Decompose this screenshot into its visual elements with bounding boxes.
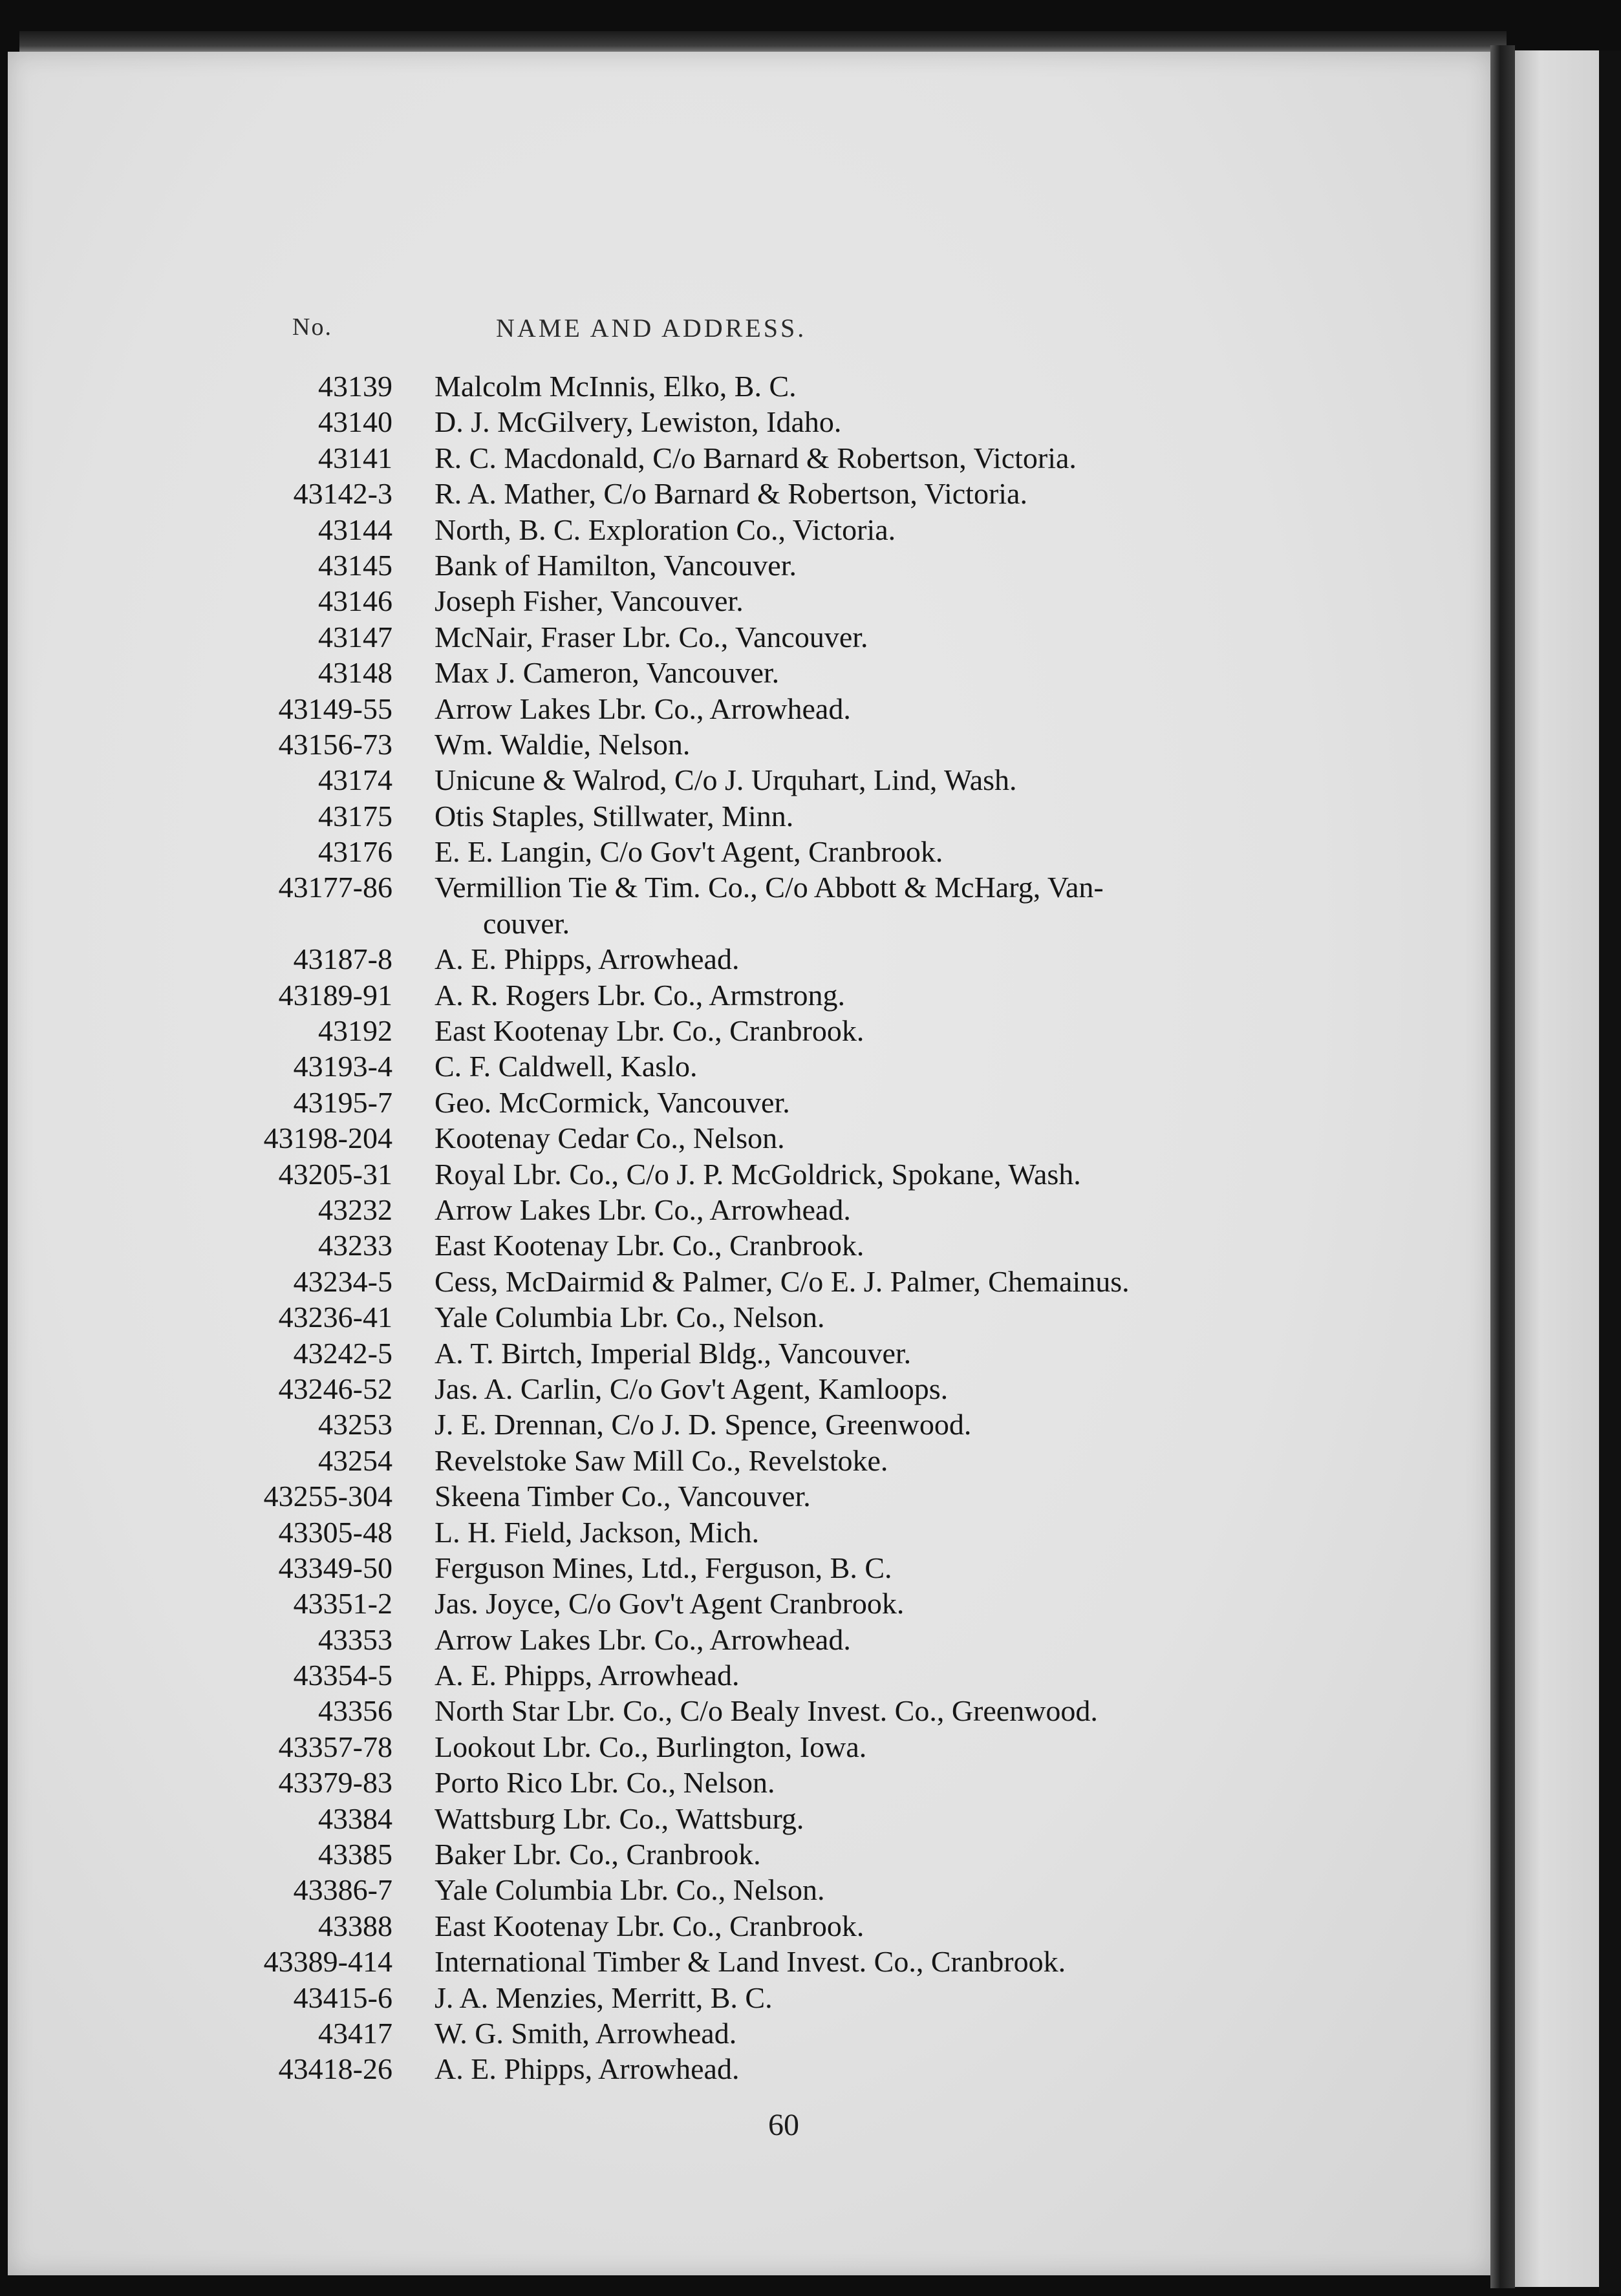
entry-name-address: Wattsburg Lbr. Co., Wattsburg.: [435, 1802, 804, 1835]
list-item: [8, 727, 1492, 762]
entry-number: 43176: [318, 835, 392, 869]
list-item: [8, 1765, 1492, 1800]
entry-number: 43175: [318, 799, 392, 833]
entry-number: 43177-86: [278, 871, 392, 904]
list-item: [8, 1693, 1492, 1728]
list-item: [8, 1299, 1492, 1335]
entry-name-address: A. T. Birtch, Imperial Bldg., Vancouver.: [435, 1336, 912, 1370]
list-item: [8, 547, 1492, 583]
list-item: [8, 1550, 1492, 1586]
list-item: [8, 691, 1492, 727]
list-item: [8, 1515, 1492, 1550]
entry-number: 43146: [318, 584, 392, 618]
entry-number: 43145: [318, 548, 392, 582]
entry-name-address: A. E. Phipps, Arrowhead.: [435, 942, 740, 976]
entry-name-address: McNair, Fraser Lbr. Co., Vancouver.: [435, 620, 868, 654]
entry-name-address: North Star Lbr. Co., C/o Bealy Invest. Co., Greenwood.: [435, 1694, 1098, 1728]
entry-name-address: Otis Staples, Stillwater, Minn.: [435, 799, 794, 833]
list-item: [8, 619, 1492, 655]
entry-number: 43388: [318, 1909, 392, 1942]
entry-name-address: J. A. Menzies, Merritt, B. C.: [435, 1981, 773, 2014]
entry-number: 43189-91: [278, 978, 392, 1012]
entry-number: 43193-4: [293, 1050, 392, 1083]
entry-name-address: Jas. A. Carlin, C/o Gov't Agent, Kamloops.: [435, 1372, 949, 1405]
list-item: [8, 762, 1492, 798]
list-item: [8, 1478, 1492, 1514]
entry-name-address: E. E. Langin, C/o Gov't Agent, Cranbrook.: [435, 835, 943, 869]
list-item: [8, 1872, 1492, 1908]
entry-name-address: couver.: [483, 906, 570, 940]
entry-name-address: Skeena Timber Co., Vancouver.: [435, 1480, 811, 1513]
entry-number: 43234-5: [293, 1264, 392, 1298]
entry-number: 43351-2: [293, 1587, 392, 1621]
entry-name-address: Revelstoke Saw Mill Co., Revelstoke.: [435, 1443, 888, 1477]
entry-name-address: Lookout Lbr. Co., Burlington, Iowa.: [435, 1730, 867, 1763]
entry-name-address: A. E. Phipps, Arrowhead.: [435, 1659, 740, 1692]
entry-number: 43149-55: [278, 692, 392, 725]
entry-number: 43156-73: [278, 727, 392, 761]
entry-number: 43255-304: [263, 1480, 392, 1513]
entries-list: [8, 368, 1492, 2087]
list-item: [8, 440, 1492, 476]
list-item: [8, 906, 1492, 941]
entry-number: 43242-5: [293, 1336, 392, 1370]
list-item: [8, 798, 1492, 834]
entry-number: 43353: [318, 1622, 392, 1656]
background-edge: [1599, 50, 1621, 2293]
page-number: 60: [768, 2108, 799, 2142]
entry-number: 43305-48: [278, 1515, 392, 1549]
entry-name-address: Royal Lbr. Co., C/o J. P. McGoldrick, Spokane, Wash.: [435, 1157, 1081, 1191]
entry-name-address: A. E. Phipps, Arrowhead.: [435, 2052, 740, 2086]
entry-number: 43357-78: [278, 1730, 392, 1763]
entry-number: 43192: [318, 1014, 392, 1048]
list-item: [8, 941, 1492, 977]
entry-name-address: Joseph Fisher, Vancouver.: [435, 584, 744, 618]
list-item: [8, 1335, 1492, 1371]
next-page-edge: [1515, 50, 1599, 2287]
entry-number: 43140: [318, 405, 392, 439]
entry-name-address: North, B. C. Exploration Co., Victoria.: [435, 513, 896, 546]
list-item: [8, 1586, 1492, 1621]
entry-number: 43386-7: [293, 1873, 392, 1907]
entry-number: 43195-7: [293, 1085, 392, 1119]
entry-name-address: Baker Lbr. Co., Cranbrook.: [435, 1838, 761, 1871]
list-item: [8, 1264, 1492, 1299]
entry-number: 43187-8: [293, 942, 392, 976]
entry-name-address: Porto Rico Lbr. Co., Nelson.: [435, 1766, 775, 1800]
entry-number: 43141: [318, 441, 392, 474]
entry-number: 43356: [318, 1694, 392, 1728]
entry-name-address: Kootenay Cedar Co., Nelson.: [435, 1121, 785, 1155]
list-item: [8, 1836, 1492, 1872]
entry-name-address: C. F. Caldwell, Kaslo.: [435, 1050, 698, 1083]
entry-name-address: Ferguson Mines, Ltd., Ferguson, B. C.: [435, 1551, 892, 1584]
entry-number: 43144: [318, 513, 392, 546]
entry-name-address: Unicune & Walrod, C/o J. Urquhart, Lind, Wash.: [435, 763, 1017, 797]
entry-name-address: East Kootenay Lbr. Co., Cranbrook.: [435, 1229, 864, 1262]
entry-number: 43418-26: [278, 2052, 392, 2086]
column-header-name: NAME AND ADDRESS.: [496, 314, 807, 343]
entry-number: 43232: [318, 1193, 392, 1226]
entry-name-address: Yale Columbia Lbr. Co., Nelson.: [435, 1873, 825, 1907]
list-item: [8, 1801, 1492, 1836]
entry-name-address: A. R. Rogers Lbr. Co., Armstrong.: [435, 978, 846, 1012]
list-item: [8, 1120, 1492, 1156]
column-header-no: No.: [292, 314, 332, 341]
list-item: [8, 1048, 1492, 1084]
entry-name-address: Geo. McCormick, Vancouver.: [435, 1085, 790, 1119]
entry-number: 43205-31: [278, 1157, 392, 1191]
entry-name-address: East Kootenay Lbr. Co., Cranbrook.: [435, 1909, 864, 1942]
list-item: [8, 583, 1492, 619]
list-item: [8, 1622, 1492, 1657]
entry-name-address: International Timber & Land Invest. Co., Cranbrook.: [435, 1945, 1066, 1979]
entry-name-address: Wm. Waldie, Nelson.: [435, 727, 691, 761]
entry-name-address: R. A. Mather, C/o Barnard & Robertson, Victoria.: [435, 477, 1027, 511]
list-item: [8, 1443, 1492, 1478]
entry-number: 43253: [318, 1408, 392, 1441]
entry-name-address: Max J. Cameron, Vancouver.: [435, 656, 780, 690]
list-item: [8, 404, 1492, 440]
list-item: [8, 1944, 1492, 1979]
column-header: [8, 313, 1492, 352]
entry-name-address: Arrow Lakes Lbr. Co., Arrowhead.: [435, 1193, 851, 1226]
entry-number: 43415-6: [293, 1981, 392, 2014]
entry-number: 43354-5: [293, 1659, 392, 1692]
entry-name-address: L. H. Field, Jackson, Mich.: [435, 1515, 760, 1549]
entry-number: 43384: [318, 1802, 392, 1835]
entry-name-address: Cess, McDairmid & Palmer, C/o E. J. Palmer, Chemainus.: [435, 1264, 1130, 1298]
entry-name-address: Vermillion Tie & Tim. Co., C/o Abbott & McHarg, Van-: [435, 871, 1104, 904]
list-item: [8, 834, 1492, 869]
list-item: [8, 1980, 1492, 2015]
book-spine: [1490, 45, 1515, 2288]
entry-number: 43246-52: [278, 1372, 392, 1405]
entry-name-address: Arrow Lakes Lbr. Co., Arrowhead.: [435, 1622, 851, 1656]
entry-number: 43385: [318, 1838, 392, 1871]
list-item: [8, 2051, 1492, 2087]
entry-name-address: Bank of Hamilton, Vancouver.: [435, 548, 797, 582]
entry-name-address: R. C. Macdonald, C/o Barnard & Robertson, Victoria.: [435, 441, 1077, 474]
list-item: [8, 476, 1492, 511]
list-item: [8, 1908, 1492, 1944]
entry-name-address: Arrow Lakes Lbr. Co., Arrowhead.: [435, 692, 851, 725]
list-item: [8, 1013, 1492, 1048]
entry-number: 43174: [318, 763, 392, 797]
entry-number: 43389-414: [263, 1945, 392, 1979]
entry-number: 43233: [318, 1229, 392, 1262]
entry-name-address: W. G. Smith, Arrowhead.: [435, 2016, 737, 2050]
list-item: [8, 1192, 1492, 1228]
list-item: [8, 1085, 1492, 1120]
list-item: [8, 1156, 1492, 1192]
entry-number: 43198-204: [263, 1121, 392, 1155]
entry-number: 43236-41: [278, 1301, 392, 1334]
list-item: [8, 869, 1492, 905]
entry-name-address: J. E. Drennan, C/o J. D. Spence, Greenwood.: [435, 1408, 972, 1441]
list-item: [8, 655, 1492, 690]
entry-number: 43147: [318, 620, 392, 654]
entry-name-address: Malcolm McInnis, Elko, B. C.: [435, 370, 797, 403]
entry-number: 43148: [318, 656, 392, 690]
entry-number: 43417: [318, 2016, 392, 2050]
list-item: [8, 2015, 1492, 2051]
entry-number: 43142-3: [293, 477, 392, 511]
list-item: [8, 1228, 1492, 1263]
entry-number: 43139: [318, 370, 392, 403]
entry-number: 43349-50: [278, 1551, 392, 1584]
entry-name-address: East Kootenay Lbr. Co., Cranbrook.: [435, 1014, 864, 1048]
list-item: [8, 1407, 1492, 1442]
entry-name-address: Jas. Joyce, C/o Gov't Agent Cranbrook.: [435, 1587, 905, 1621]
entry-number: 43379-83: [278, 1766, 392, 1800]
list-item: [8, 368, 1492, 404]
entry-name-address: Yale Columbia Lbr. Co., Nelson.: [435, 1301, 825, 1334]
list-item: [8, 1657, 1492, 1693]
book-page: [8, 52, 1492, 2275]
list-item: [8, 512, 1492, 547]
list-item: [8, 977, 1492, 1013]
entry-name-address: D. J. McGilvery, Lewiston, Idaho.: [435, 405, 842, 439]
list-item: [8, 1729, 1492, 1765]
entry-number: 43254: [318, 1443, 392, 1477]
list-item: [8, 1371, 1492, 1407]
